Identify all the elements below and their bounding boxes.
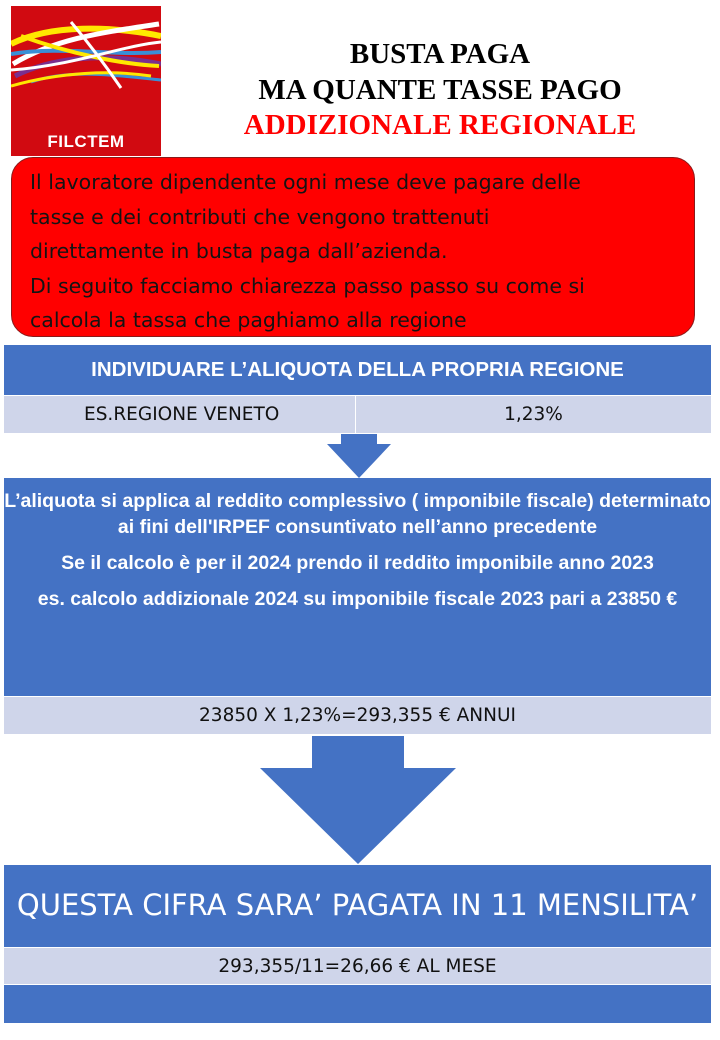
intro-line: tasse e dei contributi che vengono trattenuti [30, 204, 490, 229]
large-down-arrow-icon [260, 736, 456, 864]
down-arrow-icon [327, 434, 391, 478]
intro-line: calcola la tassa che paghiamo alla regione [30, 308, 467, 332]
page-title-line-2: MA QUANTE TASSE PAGO [258, 74, 622, 106]
step3-footer-band [4, 985, 711, 1023]
step1-table-row [4, 396, 711, 433]
intro-line: Di seguito facciamo chiarezza passo passo su come si [30, 273, 585, 298]
page-title-line-1: BUSTA PAGA [349, 38, 531, 70]
step2-paragraph: Se il calcolo è per il 2024 prendo il reddito imponibile anno 2023 [61, 552, 654, 574]
filctem-logo [11, 6, 161, 156]
step3-heading: QUESTA CIFRA SARA’ PAGATA IN 11 MENSILITA’ [4, 865, 711, 947]
step2-paragraph: L’aliquota si applica al reddito complessivo ( imponibile fiscale) determinato ai fini dell'IRPEF consuntivato nell’anno precedente [4, 490, 711, 538]
step1-rate: 1,23% [504, 404, 563, 425]
step2-explanation [4, 478, 711, 696]
step1-heading: INDIVIDUARE L’ALIQUOTA DELLA PROPRIA REGIONE [4, 345, 711, 395]
step2-calculation: 23850 X 1,23%=293,355 € ANNUI [4, 697, 711, 734]
page-subtitle: ADDIZIONALE REGIONALE [243, 109, 637, 141]
step3-calculation: 293,355/11=26,66 € AL MESE [4, 948, 711, 984]
step1-region: ES.REGIONE VENETO [4, 396, 356, 433]
step2-paragraph: es. calcolo addizionale 2024 su imponibile fiscale 2023 pari a 23850 € [37, 588, 678, 610]
intro-line: Il lavoratore dipendente ogni mese deve pagare delle [30, 170, 581, 194]
intro-line: direttamente in busta paga dall’azienda. [30, 239, 448, 263]
logo-text: FILCTEM [47, 132, 125, 151]
intro-box [11, 157, 695, 337]
